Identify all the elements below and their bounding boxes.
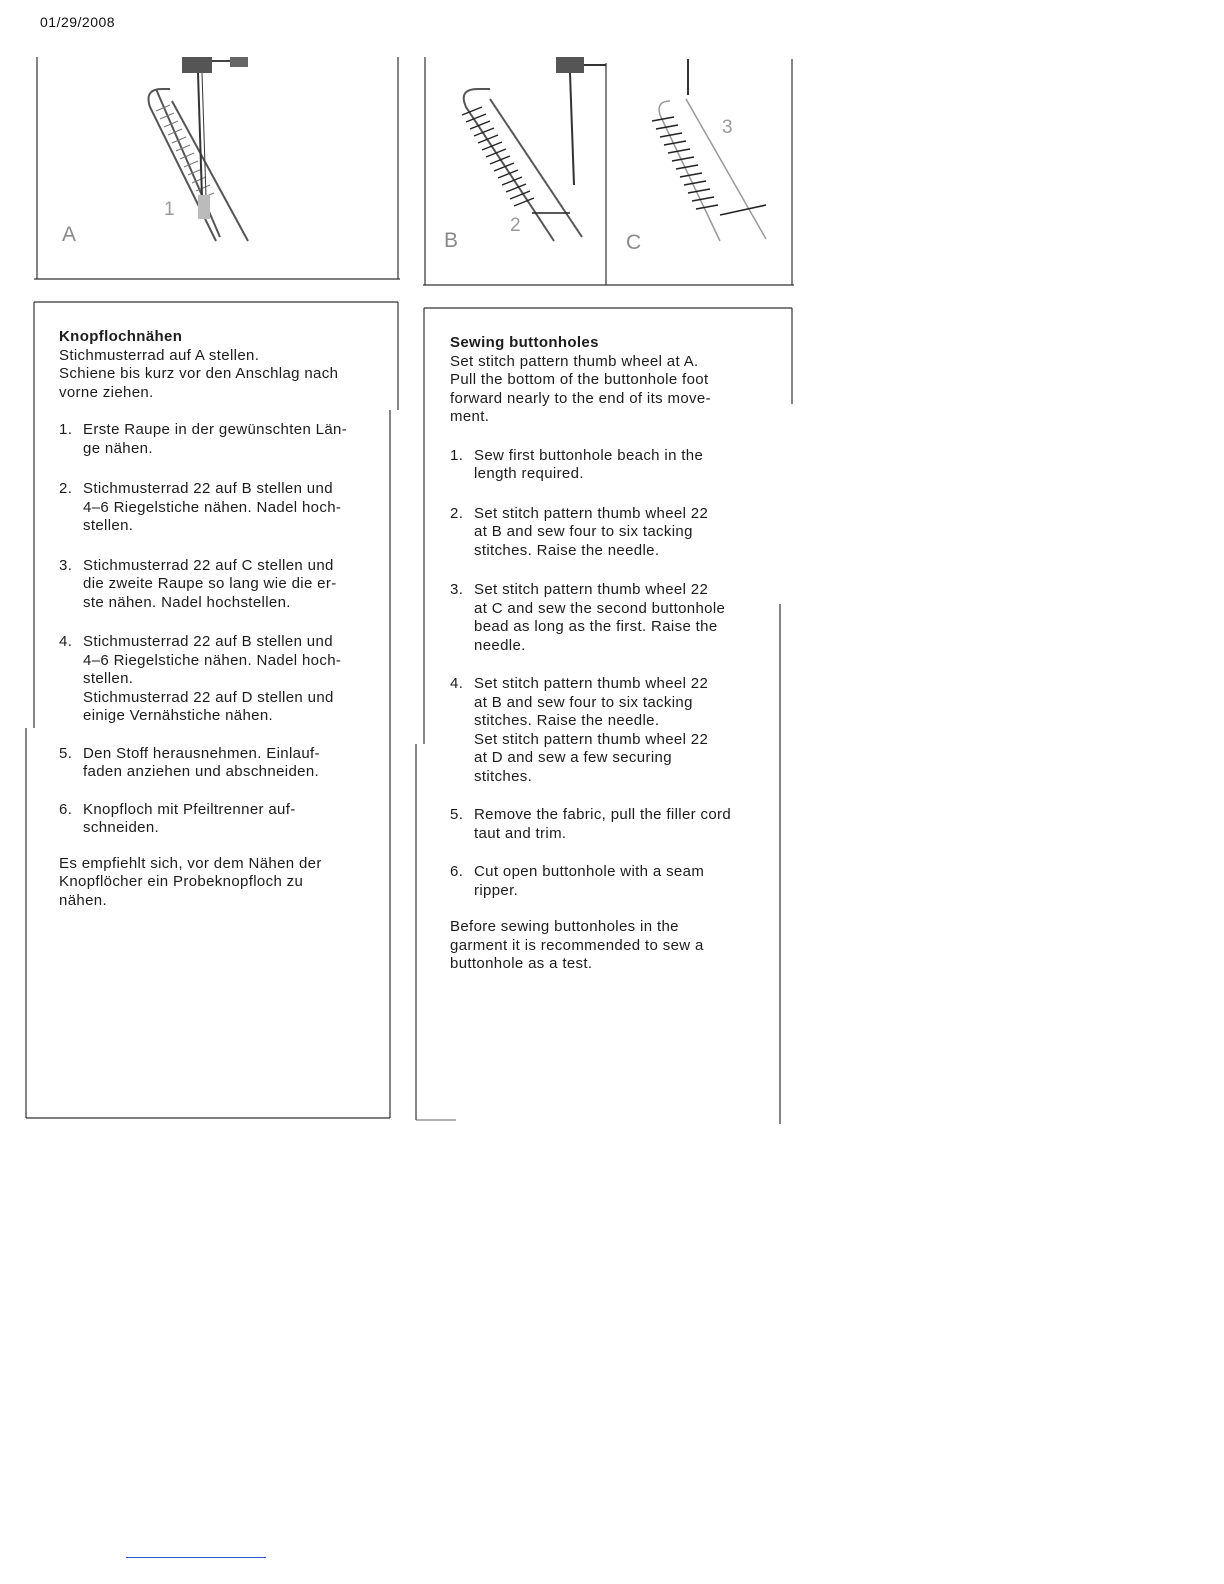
figure-b-c bbox=[420, 55, 800, 290]
german-intro-line: Stichmusterrad auf A stellen. bbox=[59, 346, 260, 364]
figure-a-illustration bbox=[30, 55, 405, 285]
step-number: 2. bbox=[450, 504, 464, 522]
english-intro-line: Pull the bottom of the buttonhole foot bbox=[450, 371, 709, 388]
step-line: die zweite Raupe so lang wie die er- bbox=[83, 575, 337, 592]
english-note bbox=[450, 918, 785, 974]
step-number: 1. bbox=[59, 421, 73, 438]
german-intro-line: Schiene bis kurz vor den Anschlag nach bbox=[59, 365, 339, 382]
step-line: taut and trim. bbox=[474, 824, 567, 842]
note-line: Before sewing buttonholes in the bbox=[450, 918, 679, 935]
english-title: Sewing buttonholes bbox=[450, 334, 599, 351]
step-number: 5. bbox=[59, 744, 73, 762]
german-step bbox=[59, 421, 389, 458]
step-line: length required. bbox=[474, 465, 584, 482]
english-step bbox=[450, 505, 785, 561]
step-line: Stichmusterrad 22 auf B stellen und bbox=[83, 480, 333, 497]
step-line: ge nähen. bbox=[83, 439, 153, 457]
figure-b-label: B bbox=[444, 229, 459, 252]
english-step bbox=[450, 581, 785, 655]
step-line: Set stitch pattern thumb wheel 22 bbox=[474, 675, 709, 692]
note-line: Es empfiehlt sich, vor dem Nähen der bbox=[59, 854, 322, 872]
note-line: garment it is recommended to sew a bbox=[450, 936, 704, 954]
german-step bbox=[59, 557, 389, 613]
step-line: Stichmusterrad 22 auf C stellen und bbox=[83, 556, 334, 574]
figure-c-number: 3 bbox=[722, 117, 733, 138]
german-text bbox=[59, 328, 389, 910]
english-intro-line: forward nearly to the end of its move- bbox=[450, 389, 711, 407]
step-line: Set stitch pattern thumb wheel 22 bbox=[474, 730, 709, 748]
step-number: 2. bbox=[59, 480, 73, 497]
figure-a-label: A bbox=[62, 223, 77, 246]
figure-a-number: 1 bbox=[164, 199, 175, 220]
step-number: 3. bbox=[450, 581, 464, 598]
step-line: bead as long as the first. Raise the bbox=[474, 618, 718, 635]
step-line: Stichmusterrad 22 auf B stellen und bbox=[83, 633, 333, 650]
english-steps bbox=[450, 447, 785, 901]
step-line: ste nähen. Nadel hochstellen. bbox=[83, 593, 291, 611]
step-line: Set stitch pattern thumb wheel 22 bbox=[474, 504, 709, 522]
german-note bbox=[59, 855, 389, 911]
step-number: 4. bbox=[59, 633, 73, 650]
english-step bbox=[450, 447, 785, 484]
figure-c-label: C bbox=[626, 231, 642, 254]
step-number: 6. bbox=[450, 863, 464, 880]
document-date: 01/29/2008 bbox=[40, 14, 116, 30]
step-line: stitches. bbox=[474, 767, 533, 785]
note-line: Knopflöcher ein Probeknopfloch zu bbox=[59, 873, 304, 890]
step-line: needle. bbox=[474, 636, 526, 654]
english-text bbox=[450, 334, 785, 974]
step-number: 3. bbox=[59, 556, 73, 574]
german-intro-line: vorne ziehen. bbox=[59, 383, 154, 401]
step-line: at B and sew four to six tacking bbox=[474, 523, 693, 540]
english-intro-line: ment. bbox=[450, 408, 490, 425]
german-steps bbox=[59, 421, 389, 838]
step-line: einige Vernähstiche nähen. bbox=[83, 707, 274, 724]
german-step bbox=[59, 801, 389, 838]
step-line: schneiden. bbox=[83, 819, 160, 836]
step-line: Den Stoff herausnehmen. Einlauf- bbox=[83, 744, 320, 762]
step-line: at B and sew four to six tacking bbox=[474, 693, 693, 711]
footer-rule bbox=[126, 1557, 266, 1558]
step-line: Knopfloch mit Pfeiltrenner auf- bbox=[83, 800, 296, 818]
step-number: 4. bbox=[450, 675, 464, 692]
step-line: Remove the fabric, pull the filler cord bbox=[474, 806, 732, 823]
german-step bbox=[59, 633, 389, 726]
step-line: ripper. bbox=[474, 881, 519, 899]
german-step bbox=[59, 745, 389, 782]
german-title: Knopflochnähen bbox=[59, 328, 183, 345]
step-line: faden anziehen und abschneiden. bbox=[83, 763, 320, 780]
step-number: 5. bbox=[450, 806, 464, 823]
step-line: stellen. bbox=[83, 517, 134, 534]
note-line: nähen. bbox=[59, 891, 107, 909]
english-panel bbox=[410, 304, 800, 1128]
step-line: Set stitch pattern thumb wheel 22 bbox=[474, 581, 709, 598]
english-step bbox=[450, 675, 785, 786]
step-line: at C and sew the second buttonhole bbox=[474, 599, 726, 617]
step-line: stellen. bbox=[83, 670, 134, 687]
english-intro-line: Set stitch pattern thumb wheel at A. bbox=[450, 352, 699, 370]
step-line: Stichmusterrad 22 auf D stellen und bbox=[83, 688, 334, 706]
step-line: 4–6 Riegelstiche nähen. Nadel hoch- bbox=[83, 498, 342, 516]
german-step bbox=[59, 480, 389, 536]
step-line: Erste Raupe in der gewünschten Län- bbox=[83, 421, 348, 438]
step-line: 4–6 Riegelstiche nähen. Nadel hoch- bbox=[83, 651, 342, 669]
german-panel bbox=[22, 298, 402, 1124]
step-number: 1. bbox=[450, 446, 464, 464]
step-line: stitches. Raise the needle. bbox=[474, 712, 660, 729]
step-line: Cut open buttonhole with a seam bbox=[474, 863, 705, 880]
step-line: Sew first buttonhole beach in the bbox=[474, 446, 704, 464]
figure-b-number: 2 bbox=[510, 215, 521, 236]
figure-a bbox=[30, 55, 405, 285]
figure-b-c-illustration bbox=[420, 55, 800, 290]
english-step bbox=[450, 863, 785, 900]
step-number: 6. bbox=[59, 800, 73, 818]
step-line: stitches. Raise the needle. bbox=[474, 541, 660, 559]
note-line: buttonhole as a test. bbox=[450, 955, 593, 972]
english-step bbox=[450, 806, 785, 843]
step-line: at D and sew a few securing bbox=[474, 749, 672, 766]
